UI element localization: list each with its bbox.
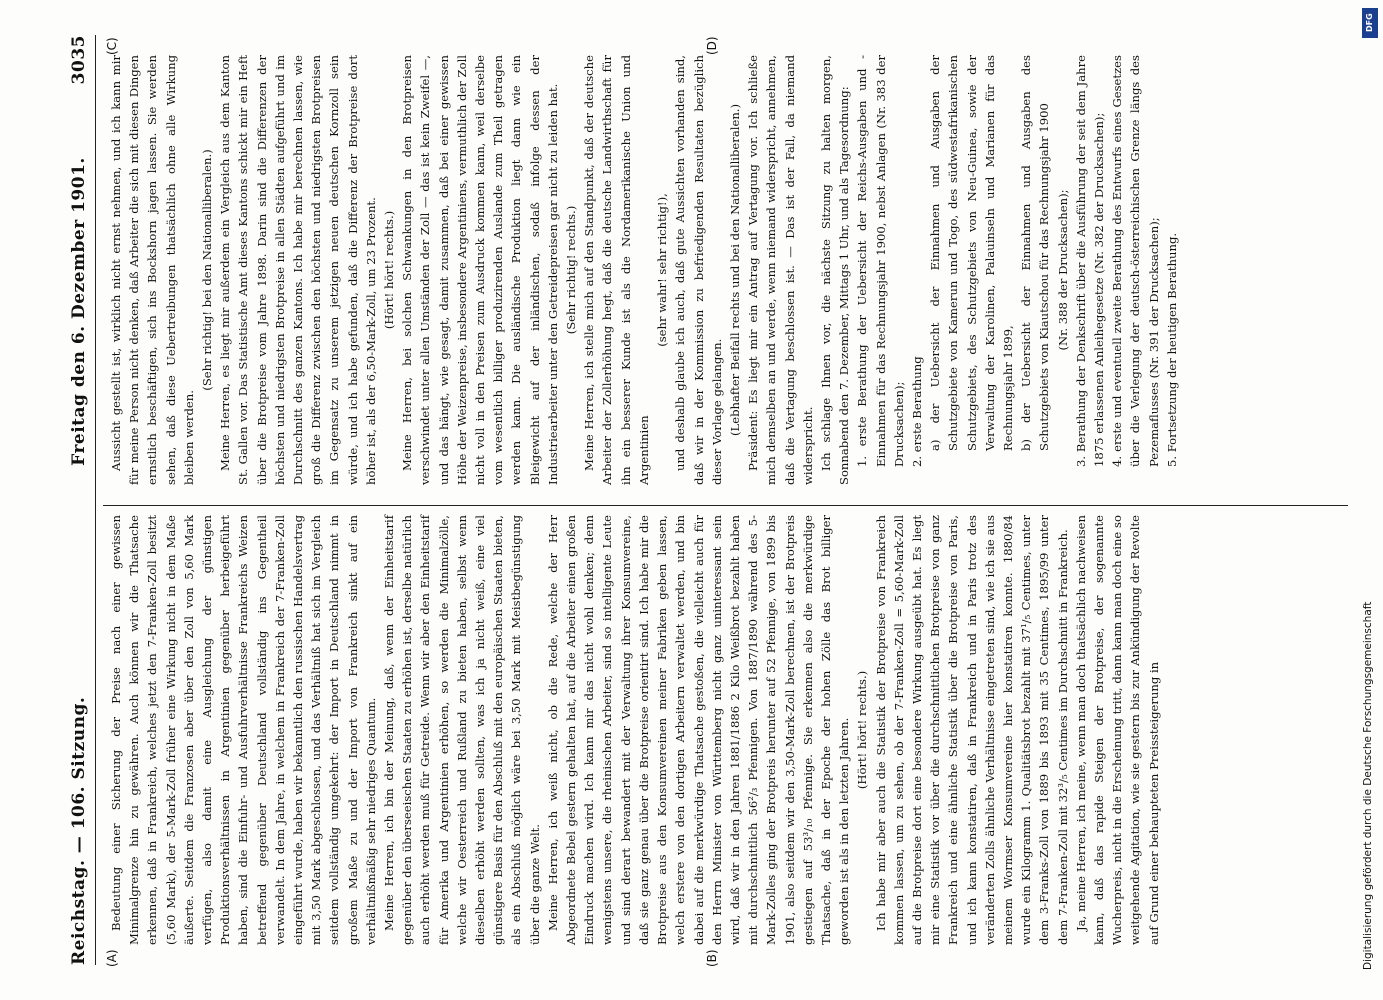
interjection: (Hört! hört! rechts.) bbox=[855, 670, 870, 790]
interjection: (Sehr richtig! bei den Nationalliberalen.) bbox=[200, 149, 215, 391]
agenda-item: 2. erste Berathung bbox=[909, 356, 924, 467]
page-header bbox=[65, 35, 96, 965]
agenda-item: 1. erste Berathung der Uebersicht der Reichs-Ausgaben und -Einnahmen für das Rechnungsjahr 1900, nebst Anlagen (Nr. 383 der Drucksachen); bbox=[855, 55, 906, 467]
interjection: (Lebhafter Beifall rechts und bei den Nationalliberalen.) bbox=[727, 104, 742, 437]
margin-mark-b: (B) bbox=[705, 949, 719, 967]
interjection: (Sehr richtig! rechts.) bbox=[564, 205, 579, 335]
rotated-page-content bbox=[65, 35, 1355, 965]
paragraph: Ich habe mir aber auch die Statistik der Brotpreise von Frankreich kommen lassen, um zu sehen, ob der 7-Franken-Zoll = 5,60-Mark-Zoll auf die Brotpreise dort eine besondere Wirkung ausgeübt hat. Es liegt mir eine Statistik vor über die durchschnittlichen Brotpreise von ganz Frankreich und eine ähnliche Statistik über die Brotpreise von Paris, und ich kann konstatiren, daß in Frankreich und in Paris trotz des veränderten Zolls ähnliche Verhältnisse eingetreten sind, wie ich sie aus meinem Wormser Konsumvereine hier konstatiren konnte. 1880/84 wurde ein Kilogramm 1. Qualitätsbrot bezahlt mit 37¹/₅ Centimes, unter dem 3-Franks-Zoll von 1889 bis 1893 mit 35 Centimes, 1895/99 unter dem 7-Franken-Zoll mit 32³/₅ Centimes im Durchschnitt in Frankreich. bbox=[873, 515, 1070, 945]
agenda-subitem: b) der Uebersicht der Einnahmen und Ausgaben des Schutzgebiets von Kiautschou für das Rechnungsjahr 1900 bbox=[1019, 55, 1052, 451]
interjection: (Hört! hört! rechts.) bbox=[382, 210, 397, 330]
paragraph: und deshalb glaube ich auch, daß gute Aussichten vorhanden sind, daß wir in der Kommission zu befriedigenden Resultaten bezüglich dieser Vorlage gelangen. bbox=[673, 55, 724, 485]
page-number: 3035 bbox=[69, 35, 89, 85]
margin-mark-c: (C) bbox=[105, 37, 119, 55]
left-column bbox=[107, 515, 1347, 945]
header-left: Reichstag. — 106. Sitzung. bbox=[69, 696, 89, 965]
president-statement: Präsident: Es liegt mir ein Antrag auf Vertagung vor. Ich schließe mich demselben an und werde, wenn niemand widerspricht, annehmen, daß die Vertagung beschlossen ist. — Das ist der Fall, da niemand widerspricht. bbox=[746, 55, 815, 485]
paragraph: Meine Herren, ich weiß nicht, ob die Rede, welche der Herr Abgeordnete Bebel gestern gehalten hat, auf die Arbeiter einen großen Eindruck machen wird. Ich kann mir das nicht wohl denken; denn wenigstens unsere, die rheinischen Arbeiter, sind so intelligente Leute und sind derart bewandert mit der Verwaltung ihrer Konsumvereine, daß sie ganz genau über die Brotpreise orientirt sind. Ich habe mir die Brotpreise aus den Konsumvereinen meiner Fabriken geben lassen, welch erstere von den dortigen Arbeitern verwaltet werden, und bin dabei auf die merkwürdige Thatsache gestoßen, die vielleicht auch für den Herrn Minister von Württemberg nicht ganz uninteressant sein wird, daß wir in den Jahren 1881/1886 2 Kilo Weißbrot bezahlt haben mit durchschnittlich 56²/₃ Pfennigen. Von 1887/1890 während des 5-Mark-Zolles ging der Brotpreis herunter auf 52 Pfennige, von 1899 bis 1901, also seitdem wir den 3,50-Mark-Zoll berechnen, ist der Brotpreis gestiegen auf 53³/₁₀ Pfennige. Sie erkennen also die merkwürdige Thatsache, daß in der Epoche der hohen Zölle das Brot billiger geworden ist als in den letzten Jahren. bbox=[545, 515, 852, 945]
paragraph: Meine Herren, ich stelle mich auf den Standpunkt, daß der deutsche Arbeiter der Zollerhöhung hegt, daß die deutsche Landwirthschaft für ihn ein besserer Kunde ist als die Nordamerikanische Union und Argentinien bbox=[582, 55, 651, 485]
paragraph: Aussicht gestellt ist, wirklich nicht ernst nehmen, und ich kann mir für meine Person nicht denken, daß Arbeiter die sich mit diesen Dingen ernstlich beschäftigen, sich ins Bockshorn jagen lassen. Sie werden sehen, daß diese Uebertreibungen thatsächlich ohne alle Wirkung bleiben werden. bbox=[109, 55, 196, 485]
agenda-item: 5. Fortsetzung der heutigen Berathung. bbox=[1164, 232, 1179, 467]
paragraph: Ich schlage Ihnen vor, die nächste Sitzung zu halten morgen, Sonnabend den 7. Dezember, Mittags 1 Uhr, und als Tagesordnung: bbox=[818, 55, 852, 485]
paragraph: Meine Herren, es liegt mir außerdem ein Vergleich aus dem Kanton St. Gallen vor. Das Statistische Amt dieses Kantons schickt mir ein Heft über die Brotpreise vom Jahre 1898. Darin sind die Differenzen der höchsten und niedrigsten Brotpreise in allen Städten aufgeführt und im Durchschnitt des ganzen Kantons. Ich habe mir berechnen lassen, wie groß die Differenz zwischen den höchsten und niedrigsten Brotpreisen im Gegensatz zu unserem jetzigen neuen deutschen Kornzoll sein würde, und ich habe gefunden, daß die Differenz der Brotpreise dort höher ist, als der 6,50-Mark-Zoll, um 23 Prozent. bbox=[218, 55, 378, 485]
agenda-reference: (Nr. 388 der Drucksachen); bbox=[1055, 189, 1070, 351]
right-column bbox=[107, 55, 1347, 485]
agenda-item: 4. erste und eventuell zweite Berathung des Entwurfs eines Gesetzes über die Verlegung der deutsch-österreichischen Grenze längs des Pezemaflusses (Nr. 391 der Drucksachen); bbox=[1110, 55, 1161, 467]
interjection: (sehr wahr! sehr richtig!), bbox=[655, 193, 670, 347]
margin-mark-d: (D) bbox=[705, 36, 719, 55]
header-right bbox=[69, 35, 89, 466]
agenda-subitem: a) der Uebersicht der Einnahmen und Ausgaben der Schutzgebiete von Kamerun und Togo, des südwestafrikanischen Schutzgebiets, des Schutzgebiets von Neu-Guinea, sowie der Verwaltung der Karolinen, Palauinseln und Marianen für das Rechnungsjahr 1899, bbox=[928, 55, 1015, 451]
margin-mark-a: (A) bbox=[105, 949, 119, 967]
digitization-note: Digitalisierung gefördert durch die Deutsche Forschungsgemeinschaft bbox=[1362, 601, 1374, 970]
paragraph: Meine Herren, bei solchen Schwankungen in den Brotpreisen verschwindet unter allen Umständen der Zoll — das ist kein Zweifel —, und das hängt, wie gesagt, damit zusammen, daß bei einer gewissen Höhe der Weizenpreise, insbesondere Argentiniens, vermuthlich der Zoll nicht voll in den Preisen zum Ausdruck kommen kann, weil derselbe vom wesentlich billiger produzirenden Auslande zum Theil getragen werden kann. Die ausländische Produktion liegt dann wie ein Bleigewicht auf der inländischen, sodaß infolge dessen der Industriearbeiter unter den Getreidepreisen gar nicht zu leiden hat. bbox=[400, 55, 560, 485]
paragraph: Bedeutung einer Sicherung der Preise nach einer gewissen Minimalgrenze hin zu gewähren. Auch können wir die Thatsache erkennen, daß in Frankreich, welches jetzt den 7-Franken-Zoll besitzt (5,60 Mark), der 5-Mark-Zoll früher eine Wirkung nicht in dem Maße äußerte. Seitdem die Franzosen aber über den Zoll von 5,60 Mark verfügen, also damit eine Ausgleichung der günstigen Produktionsverhältnissen in Argentinien gegenüber herbeigeführt haben, sind die Einfuhr- und Ausfuhrverhältnisse Frankreichs Weizen betreffend gegenüber Deutschland vollständig ins Gegentheil verwandelt. In dem Jahre, in welchem in Frankreich der 7-Franken-Zoll eingeführt wurde, haben wir bekanntlich den russischen Handelsvertrag mit 3,50 Mark abgeschlossen, und das Verhältniß hat sich im Vergleich seitdem vollständig umgekehrt: der Import in Deutschland nimmt in großem Maße zu und der Import von Frankreich sinkt auf ein verhältnißmäßig sehr niedriges Quantum. bbox=[109, 515, 378, 945]
paragraph: Ja, meine Herren, ich meine, wenn man doch thatsächlich nachweisen kann, daß das rapide Steigen der Brotpreise, der sogenannte Wucherpreis, nicht in die Erscheinung tritt, dann kann man doch eine so weitgehende Agitation, wie sie gestern bis zur Ankündigung der Revolte auf Grund einer behaupteten Preissteigerung in bbox=[1073, 515, 1161, 945]
dfg-logo: DFG bbox=[1362, 8, 1378, 38]
paragraph: Meine Herren, ich bin der Meinung, daß, wenn der Einheitstarif gegenüber den überseeischen Staaten zu erhöhen ist, derselbe natürlich auch erhöht werden muß für Getreide. Wenn wir aber den Einheitstarif für Amerika und Argentinien erhöhen, so werden die Minimalzölle, welche wir Oesterreich und Rußland zu bieten haben, selbst wenn dieselben erhöht werden sollten, was ich ja nicht weiß, eine viel günstigere Basis für den Abschluß mit den europäischen Staaten bieten, als ein Abschluß möglich wäre bei 3,50 Mark mit Meistbegünstigung über die ganze Welt. bbox=[382, 515, 542, 945]
agenda-item: 3. Berathung der Denkschrift über die Ausführung der seit dem Jahre 1875 erlassenen Anleihegesetze (Nr. 382 der Drucksachen); bbox=[1073, 55, 1106, 467]
header-date: Freitag den 6. Dezember 1901. bbox=[69, 157, 89, 466]
column-divider bbox=[103, 505, 1348, 506]
